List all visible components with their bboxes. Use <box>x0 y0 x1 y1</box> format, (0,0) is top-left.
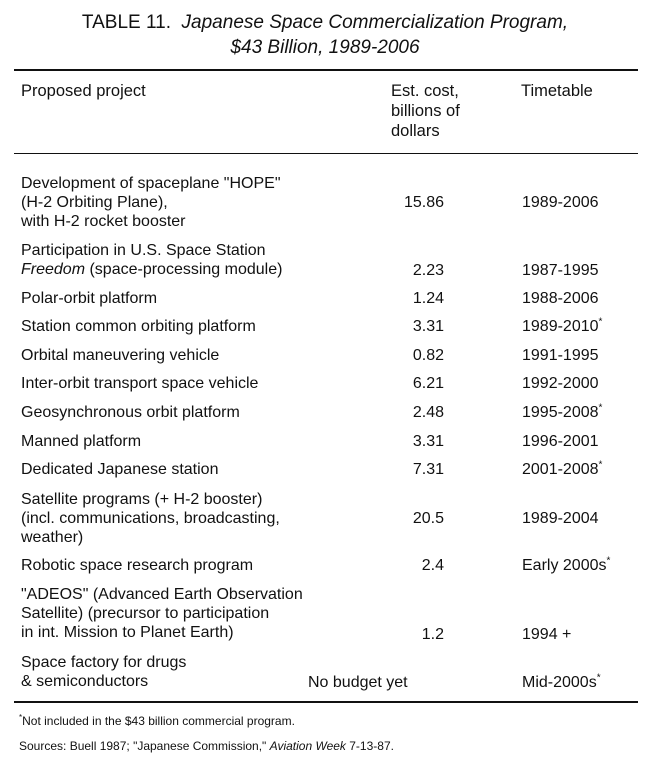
sources-italic: Aviation Week <box>269 739 346 753</box>
project-line: Satellite programs (+ H-2 booster) <box>21 491 263 508</box>
timetable-cell <box>522 509 647 528</box>
timetable-cell <box>522 403 647 422</box>
table-row <box>0 585 650 642</box>
project-cell: Robotic space research program <box>21 557 254 574</box>
timetable-cell <box>522 460 647 479</box>
cost-cell: 15.86 <box>403 194 444 211</box>
timetable-value: 2001-2008 <box>522 461 599 478</box>
title-line-1 <box>0 10 650 35</box>
cost-cell: 7.31 <box>412 461 444 478</box>
table-number: TABLE 11. <box>81 12 171 33</box>
project-line: Development of spaceplane "HOPE" <box>21 175 281 192</box>
bottom-rule <box>14 701 638 703</box>
header-cost-line-2: billions of <box>391 102 460 120</box>
timetable-cell <box>522 556 647 575</box>
sources-text: Sources: Buell 1987; "Japanese Commission," <box>19 739 270 753</box>
cost-cell: 0.82 <box>412 347 444 364</box>
project-cell: Dedicated Japanese station <box>21 461 219 478</box>
project-line: with H-2 rocket booster <box>21 213 186 230</box>
footnote-marker: * <box>596 672 601 684</box>
timetable-cell <box>522 346 647 365</box>
table-row <box>0 174 650 231</box>
project-cell <box>21 241 361 279</box>
project-cell <box>21 585 361 642</box>
project-cell: Manned platform <box>21 433 142 450</box>
project-line: (H-2 Orbiting Plane), <box>21 194 168 211</box>
footnote-marker: * <box>598 316 603 328</box>
timetable-value: Early 2000s <box>522 557 607 574</box>
timetable-value: 1987-1995 <box>522 262 599 279</box>
top-rule <box>14 69 638 71</box>
timetable-value: 1989-2006 <box>522 194 599 211</box>
timetable-value: 1989-2010 <box>522 318 599 335</box>
footnote-marker: * <box>606 555 611 567</box>
timetable-value: 1994 + <box>522 626 572 643</box>
header-cost <box>391 81 501 141</box>
header-project: Proposed project <box>21 82 146 100</box>
header-cost-line-3: dollars <box>391 122 440 140</box>
cost-cell: 3.31 <box>412 433 444 450</box>
timetable-value: 1996-2001 <box>522 433 599 450</box>
title-text-2: $43 Billion, 1989-2006 <box>230 37 420 58</box>
title-line-2 <box>0 35 650 60</box>
footnote-marker: * <box>598 459 603 471</box>
timetable-value: 1992-2000 <box>522 375 599 392</box>
project-line: in int. Mission to Planet Earth) <box>21 624 234 641</box>
project-line: & semiconductors <box>21 673 149 690</box>
footnote <box>19 713 295 729</box>
project-line: "ADEOS" (Advanced Earth Observation <box>21 586 303 603</box>
sources-suffix: 7-13-87. <box>345 739 394 753</box>
project-line: Participation in U.S. Space Station <box>21 242 266 259</box>
cost-cell: No budget yet <box>308 674 408 691</box>
cost-cell: 3.31 <box>412 318 444 335</box>
cost-cell: 2.48 <box>412 404 444 421</box>
timetable-cell <box>522 317 647 336</box>
timetable-cell <box>522 261 647 280</box>
timetable-cell <box>522 289 647 308</box>
timetable-value: Mid-2000s <box>522 674 597 691</box>
table-row <box>0 653 650 691</box>
project-cell: Orbital maneuvering vehicle <box>21 347 220 364</box>
project-cell: Geosynchronous orbit platform <box>21 404 240 421</box>
table-row <box>0 241 650 279</box>
project-cell: Inter-orbit transport space vehicle <box>21 375 259 392</box>
footnote-marker: * <box>19 713 23 722</box>
project-cell <box>21 174 361 231</box>
timetable-value: 1995-2008 <box>522 404 599 421</box>
timetable-value: 1991-1995 <box>522 347 599 364</box>
project-cell <box>21 490 361 547</box>
project-text: (space-processing module) <box>85 261 283 278</box>
cost-cell: 20.5 <box>412 510 444 527</box>
timetable-cell <box>522 625 647 644</box>
project-line: Space factory for drugs <box>21 654 187 671</box>
project-cell: Station common orbiting platform <box>21 318 256 335</box>
header-timetable: Timetable <box>521 82 593 100</box>
header-cost-line-1: Est. cost, <box>391 82 459 100</box>
cost-cell: 1.2 <box>421 626 444 643</box>
title-text-1: Japanese Space Commercialization Program, <box>181 12 569 33</box>
table-row <box>0 490 650 547</box>
project-line <box>21 260 361 279</box>
timetable-cell <box>522 193 647 212</box>
project-cell: Polar-orbit platform <box>21 290 158 307</box>
project-line: Satellite) (precursor to participation <box>21 605 270 622</box>
cost-cell: 2.23 <box>412 262 444 279</box>
project-line: (incl. communications, broadcasting, <box>21 510 280 527</box>
timetable-value: 1988-2006 <box>522 290 599 307</box>
footnote-marker: * <box>598 402 603 414</box>
table-title <box>0 10 650 60</box>
timetable-cell <box>522 432 647 451</box>
project-italic: Freedom <box>21 261 86 278</box>
timetable-value: 1989-2004 <box>522 510 599 527</box>
timetable-cell <box>522 673 647 692</box>
sources-note <box>19 738 394 754</box>
header-rule <box>14 153 638 154</box>
cost-cell: 6.21 <box>412 375 444 392</box>
cost-cell: 2.4 <box>421 557 444 574</box>
project-line: weather) <box>21 529 84 546</box>
timetable-cell <box>522 374 647 393</box>
footnote-text: Not included in the $43 billion commercial program. <box>22 714 295 728</box>
cost-cell: 1.24 <box>412 290 444 307</box>
